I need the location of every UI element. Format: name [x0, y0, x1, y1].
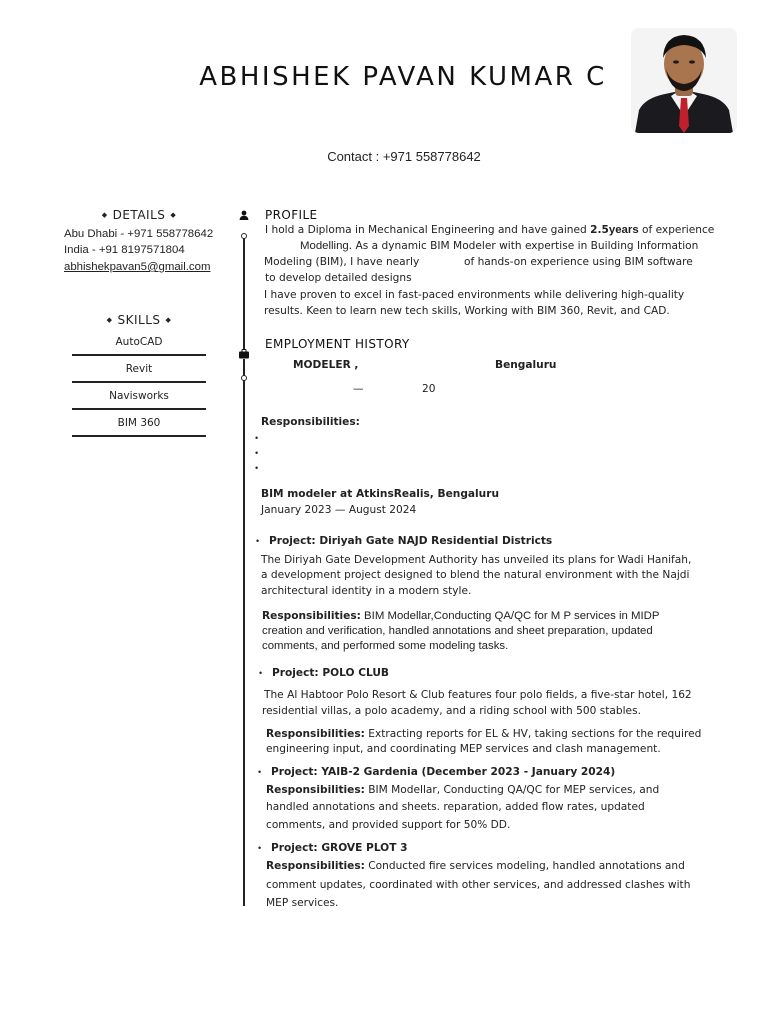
details-heading-label: DETAILS	[112, 208, 166, 222]
timeline-line	[243, 236, 245, 906]
bullet-icon: •	[255, 448, 259, 458]
project4-resp-text: Conducted fire services modeling, handled annotations and	[364, 860, 685, 872]
skill-item: AutoCAD	[72, 336, 206, 356]
profile-line-5: I have proven to excel in fast-paced environments while delivering high-quality	[264, 289, 685, 301]
project3-resp-line-2: handled annotations and sheets. reparation, added flow rates, updated	[266, 801, 645, 813]
project1-desc: architectural identity in a modern style.	[261, 585, 472, 597]
project4-resp-line-1	[266, 858, 685, 874]
profile-line-1	[265, 222, 714, 238]
profile-line-3a: Modeling (BIM), I have nearly	[264, 256, 420, 268]
contact-line: Contact : +971 558778642	[327, 149, 481, 164]
project1-resp-line-1	[262, 608, 659, 624]
profile-line-4: to develop detailed designs	[265, 272, 412, 284]
job1-city: Bengaluru	[495, 359, 557, 371]
profile-line-6: results. Keen to learn new tech skills, Working with BIM 360, Revit, and CAD.	[264, 305, 670, 317]
profile-text: Modelling	[300, 240, 349, 252]
project1-resp-text: BIM Modellar,Conducting QA/QC for M P services in MIDP	[360, 610, 660, 622]
project2-title: Project: POLO CLUB	[272, 667, 390, 679]
profile-years-value: 2.5	[590, 224, 609, 236]
project2-resp-line-1	[266, 726, 701, 742]
bullet-icon: •	[259, 668, 263, 678]
person-icon	[238, 210, 250, 220]
responsibilities-label: Responsibilities:	[266, 860, 365, 872]
project2-resp-text: Extracting reports for EL & HV, taking sections for the required	[364, 728, 702, 740]
project2-desc: residential villas, a polo academy, and a riding school with 500 stables.	[262, 705, 641, 717]
employment-heading: EMPLOYMENT HISTORY	[265, 337, 410, 351]
details-heading	[64, 208, 214, 222]
skills-heading	[64, 313, 214, 327]
responsibilities-label: Responsibilities:	[266, 784, 365, 796]
skill-item: BIM 360	[72, 417, 206, 437]
project2-desc: The Al Habtoor Polo Resort & Club features four polo fields, a five-star hotel, 162	[264, 689, 692, 701]
project4-resp-line-2: comment updates, coordinated with other services, and addressed clashes with	[266, 879, 691, 891]
job2-title: BIM modeler at AtkinsRealis, Bengaluru	[261, 488, 499, 500]
portrait-image	[631, 28, 737, 133]
skill-item: Revit	[72, 363, 206, 383]
diamond-icon: ◆	[101, 211, 108, 219]
project2-resp-line-2: engineering input, and coordinating MEP services and clash management.	[266, 743, 661, 755]
project1-title: Project: Diriyah Gate NAJD Residential Districts	[269, 535, 553, 547]
responsibilities-label: Responsibilities:	[266, 728, 365, 740]
profile-years-unit: years	[608, 224, 639, 236]
project1-resp-line-3: comments, and performed some modeling tasks.	[262, 640, 509, 652]
responsibilities-label: Responsibilities:	[262, 610, 361, 622]
job1-date-year: 20	[422, 383, 436, 395]
project3-resp-line-1	[266, 782, 659, 798]
skills-heading-label: SKILLS	[117, 313, 161, 327]
project4-resp-line-3: MEP services.	[266, 897, 339, 909]
project1-desc: a development project designed to blend the natural environment with the Najdi	[261, 569, 690, 581]
detail-phone-uae: Abu Dhabi - +971 558778642	[64, 228, 214, 240]
diamond-icon: ◆	[165, 316, 172, 324]
project3-title: Project: YAIB-2 Gardenia (December 2023 - January 2024)	[271, 766, 616, 778]
timeline-dot	[241, 233, 247, 239]
diamond-icon: ◆	[170, 211, 177, 219]
project1-desc: The Diriyah Gate Development Authority has unveiled its plans for Wadi Hanifah,	[261, 554, 692, 566]
project3-resp-text: BIM Modellar, Conducting QA/QC for MEP services, and	[364, 784, 660, 796]
diamond-icon: ◆	[106, 316, 113, 324]
profile-text: . As a dynamic BIM Modeler with expertise in Building Information	[348, 240, 699, 252]
profile-photo	[631, 28, 737, 133]
job1-responsibilities-label: Responsibilities:	[261, 416, 360, 428]
project4-title: Project: GROVE PLOT 3	[271, 842, 408, 854]
timeline-dot	[241, 375, 247, 381]
profile-line-3b: of hands-on experience using BIM software	[464, 256, 693, 268]
bullet-icon: •	[258, 767, 262, 777]
bullet-icon: •	[255, 433, 259, 443]
candidate-name: ABHISHEK PAVAN KUMAR C	[199, 62, 607, 92]
job1-title: MODELER ,	[293, 359, 359, 371]
job1-date-dash: —	[353, 383, 364, 395]
bullet-icon: •	[258, 843, 262, 853]
detail-phone-india: India - +91 8197571804	[64, 244, 185, 256]
email-link[interactable]: abhishekpavan5@gmail.com	[64, 261, 211, 273]
profile-line-2	[300, 238, 698, 254]
skill-item: Navisworks	[72, 390, 206, 410]
project1-resp-line-2: creation and verification, handled annotations and sheet preparation, updated	[262, 625, 653, 637]
profile-heading: PROFILE	[265, 208, 318, 222]
job2-dates: January 2023 — August 2024	[261, 504, 417, 516]
briefcase-icon	[238, 349, 250, 359]
bullet-icon: •	[255, 463, 259, 473]
profile-text: of experience	[638, 224, 715, 236]
bullet-icon: •	[256, 536, 260, 546]
project3-resp-line-3: comments, and provided support for 50% DD.	[266, 819, 511, 831]
profile-text: I hold a Diploma in Mechanical Engineering and have gained	[265, 224, 591, 236]
